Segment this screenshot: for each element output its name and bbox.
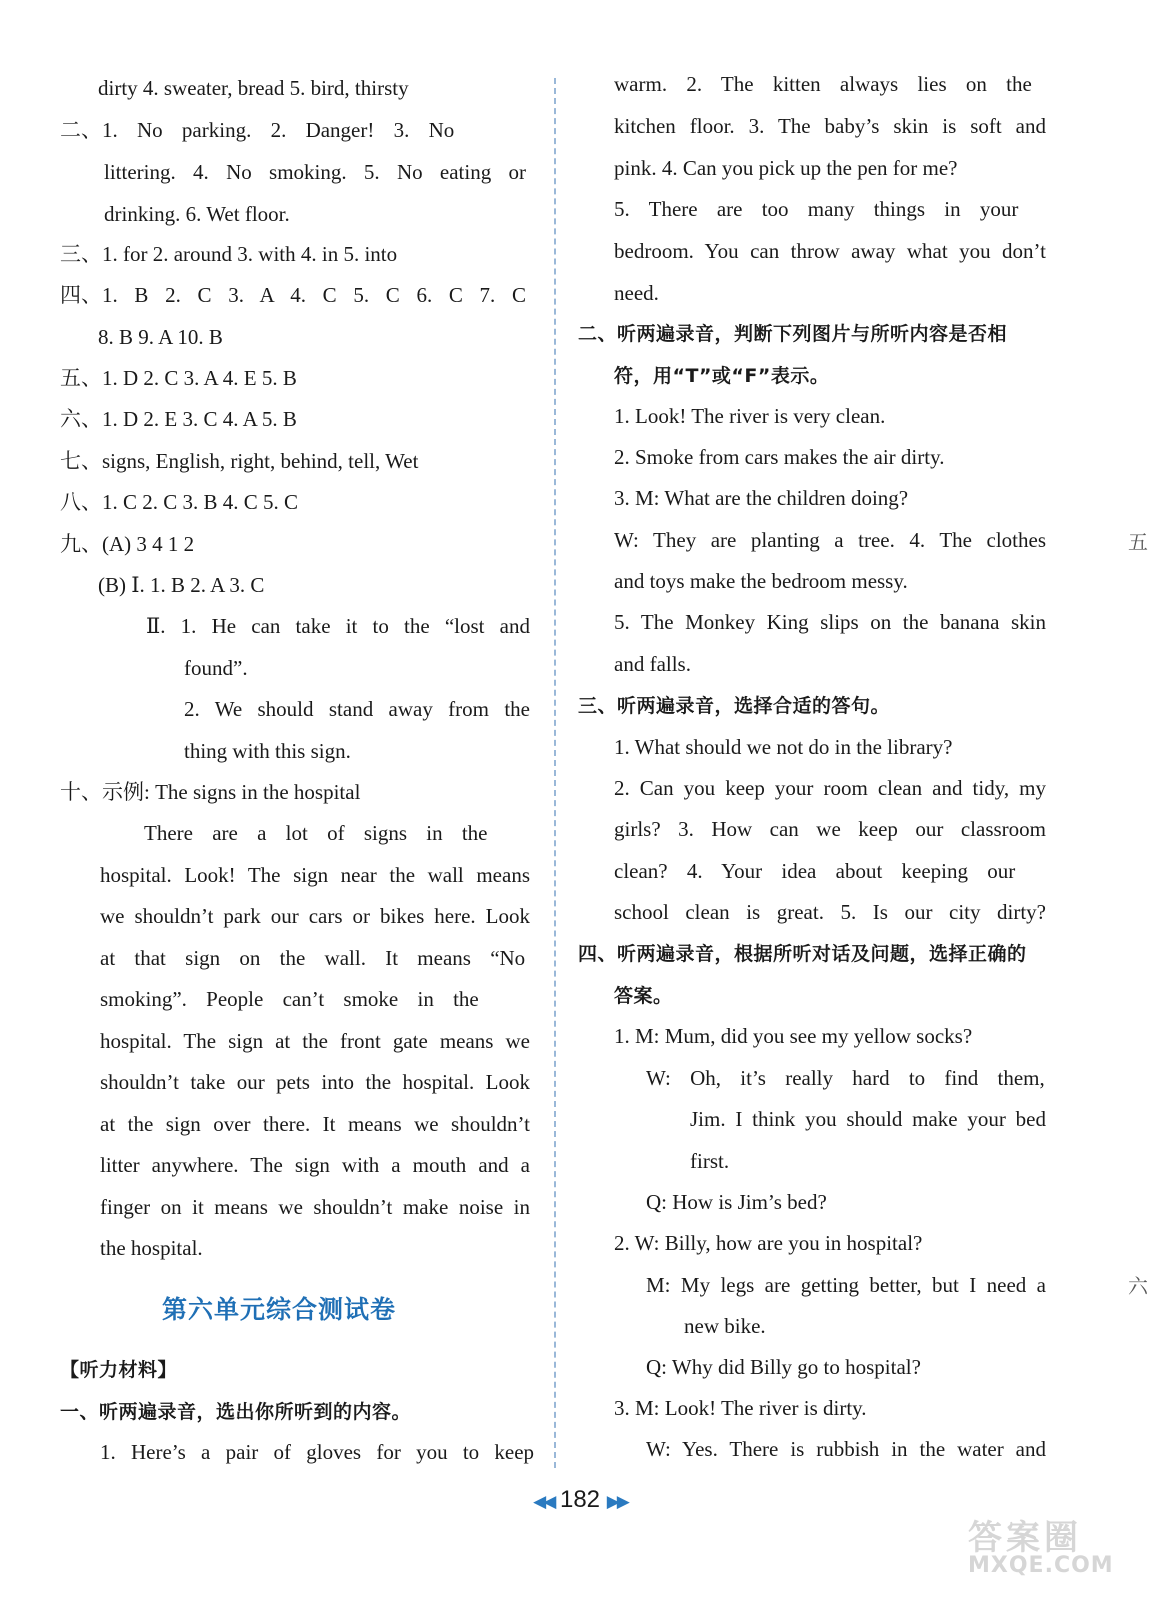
edge-mark-1: 五 [1128, 530, 1148, 554]
prev-arrows-icon: ◀◀ [533, 1492, 554, 1511]
right-line-21: school clean is great. 5. Is our city dirty? [614, 900, 1046, 924]
right-line-8: 符，用“T”或“F”表示。 [614, 365, 830, 387]
right-line-13: and toys make the bedroom messy. [614, 569, 908, 593]
left-line-20: hospital. Look! The sign near the wall means [100, 863, 530, 887]
watermark-url: MXQE.COM [968, 1553, 1114, 1578]
left-line-21: we shouldn’t park our cars or bikes here. Look [100, 904, 530, 928]
left-line-7: 8. B 9. A 10. B [98, 325, 223, 349]
edge-mark-2: 六 [1128, 1274, 1148, 1298]
left-line-14: Ⅱ. 1. He can take it to the “lost and [146, 614, 530, 638]
left-line-5: 三、1. for 2. around 3. with 4. in 5. into [60, 242, 398, 266]
right-line-5: bedroom. You can throw away what you don’t [614, 239, 1046, 263]
left-line-22: at that sign on the wall. It means “No [100, 946, 526, 970]
right-line-28: Q: How is Jim’s bed? [646, 1190, 827, 1214]
unit-title: 第六单元综合测试卷 [162, 1295, 397, 1324]
left-line-11: 八、1. C 2. C 3. B 4. C 5. C [60, 490, 299, 514]
left-line-26: at the sign over there. It means we shouldn’t [100, 1112, 530, 1136]
left-line-17: thing with this sign. [184, 739, 351, 763]
right-line-25: W: Oh, it’s really hard to find them, [646, 1066, 1045, 1090]
right-line-16: 三、听两遍录音，选择合适的答句。 [578, 695, 891, 717]
right-line-20: clean? 4. Your idea about keeping our [614, 859, 1016, 883]
left-line-16: 2. We should stand away from the [184, 697, 530, 721]
right-line-9: 1. Look! The river is very clean. [614, 404, 886, 428]
right-line-31: new bike. [684, 1314, 766, 1338]
right-line-33: 3. M: Look! The river is dirty. [614, 1396, 867, 1420]
right-line-19: girls? 3. How can we keep our classroom [614, 817, 1046, 841]
right-line-7: 二、听两遍录音，判断下列图片与所听内容是否相 [578, 323, 1008, 345]
right-line-22: 四、听两遍录音，根据所听对话及问题，选择正确的 [578, 943, 1027, 965]
left-line-12: 九、(A) 3 4 1 2 [60, 532, 195, 556]
listening-header: 【听力材料】 [60, 1359, 178, 1381]
right-line-29: 2. W: Billy, how are you in hospital? [614, 1231, 923, 1255]
right-line-2: kitchen floor. 3. The baby’s skin is soft and [614, 114, 1046, 138]
left-last-line: 1. Here’s a pair of gloves for you to keep [100, 1440, 535, 1464]
right-line-14: 5. The Monkey King slips on the banana skin [614, 610, 1046, 634]
right-line-10: 2. Smoke from cars makes the air dirty. [614, 445, 945, 469]
left-line-27: litter anywhere. The sign with a mouth and a [100, 1153, 530, 1177]
page-footer [490, 1486, 670, 1514]
right-line-23: 答案。 [614, 985, 673, 1007]
left-line-8: 五、1. D 2. C 3. A 4. E 5. B [60, 366, 297, 390]
left-line-6: 四、1. B 2. C 3. A 4. C 5. C 6. C 7. C [60, 283, 526, 307]
left-line-29: the hospital. [100, 1236, 203, 1260]
right-line-12: W: They are planting a tree. 4. The clothes [614, 528, 1046, 552]
right-line-11: 3. M: What are the children doing? [614, 486, 909, 510]
left-line-19: There are a lot of signs in the [144, 821, 488, 845]
right-line-30: M: My legs are getting better, but I need a [646, 1273, 1046, 1297]
right-line-17: 1. What should we not do in the library? [614, 735, 953, 759]
left-line-3: littering. 4. No smoking. 5. No eating or [104, 160, 526, 184]
right-line-15: and falls. [614, 652, 691, 676]
right-line-34: W: Yes. There is rubbish in the water and [646, 1437, 1046, 1461]
left-line-25: shouldn’t take our pets into the hospital. Look [100, 1070, 530, 1094]
left-line-4: drinking. 6. Wet floor. [104, 202, 290, 226]
watermark [968, 1510, 1128, 1578]
right-line-32: Q: Why did Billy go to hospital? [646, 1355, 921, 1379]
left-line-2: 二、1. No parking. 2. Danger! 3. No [60, 118, 455, 142]
right-line-26: Jim. I think you should make your bed [690, 1107, 1046, 1131]
left-line-18: 十、示例: The signs in the hospital [60, 780, 361, 804]
right-line-18: 2. Can you keep your room clean and tidy, my [614, 776, 1046, 800]
page-number: 182 [559, 1486, 601, 1513]
left-line-9: 六、1. D 2. E 3. C 4. A 5. B [60, 407, 297, 431]
next-arrows-icon: ▶▶ [606, 1492, 627, 1511]
left-line-24: hospital. The sign at the front gate means we [100, 1029, 530, 1053]
left-line-28: finger on it means we shouldn’t make noise in [100, 1195, 530, 1219]
column-divider [554, 78, 556, 1468]
right-line-27: first. [690, 1149, 730, 1173]
right-line-1: warm. 2. The kitten always lies on the [614, 72, 1032, 96]
left-line-13: (B) Ⅰ. 1. B 2. A 3. C [98, 573, 265, 597]
right-line-24: 1. M: Mum, did you see my yellow socks? [614, 1024, 973, 1048]
section-one-title: 一、听两遍录音，选出你所听到的内容。 [60, 1401, 412, 1423]
left-line-15: found”. [184, 656, 248, 680]
right-line-4: 5. There are too many things in your [614, 197, 1019, 221]
left-line-23: smoking”. People can’t smoke in the [100, 987, 479, 1011]
watermark-logo-text: 答案圈 [968, 1518, 1082, 1558]
left-line-1: dirty 4. sweater, bread 5. bird, thirsty [98, 76, 409, 100]
right-line-6: need. [614, 281, 659, 305]
left-line-10: 七、signs, English, right, behind, tell, Wet [60, 449, 419, 473]
right-line-3: pink. 4. Can you pick up the pen for me? [614, 156, 958, 180]
